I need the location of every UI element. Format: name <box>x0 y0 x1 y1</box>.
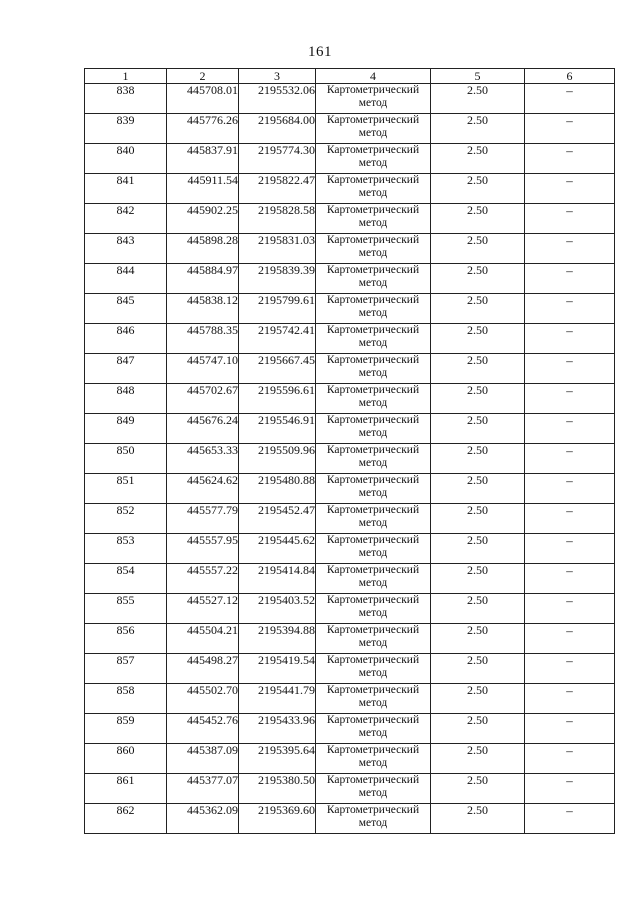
y-coordinate-cell: 2195509.96 <box>239 444 316 474</box>
accuracy-cell: 2.50 <box>431 684 525 714</box>
point-number-cell: 855 <box>85 594 167 624</box>
x-coordinate-cell: 445837.91 <box>167 144 239 174</box>
accuracy-cell: 2.50 <box>431 444 525 474</box>
point-number-cell: 845 <box>85 294 167 324</box>
point-number-cell: 847 <box>85 354 167 384</box>
table-body <box>85 84 615 834</box>
table-row <box>85 114 615 144</box>
accuracy-cell: 2.50 <box>431 234 525 264</box>
table-row <box>85 534 615 564</box>
column-header: 5 <box>431 69 525 84</box>
y-coordinate-cell: 2195480.88 <box>239 474 316 504</box>
table-row <box>85 144 615 174</box>
note-cell: – <box>525 624 615 654</box>
y-coordinate-cell: 2195403.52 <box>239 594 316 624</box>
column-header: 6 <box>525 69 615 84</box>
note-cell: – <box>525 204 615 234</box>
method-cell: Картометрический метод <box>316 654 431 684</box>
accuracy-cell: 2.50 <box>431 84 525 114</box>
y-coordinate-cell: 2195742.41 <box>239 324 316 354</box>
x-coordinate-cell: 445653.33 <box>167 444 239 474</box>
y-coordinate-cell: 2195546.91 <box>239 414 316 444</box>
method-cell: Картометрический метод <box>316 114 431 144</box>
x-coordinate-cell: 445676.24 <box>167 414 239 444</box>
method-cell: Картометрический метод <box>316 204 431 234</box>
note-cell: – <box>525 294 615 324</box>
x-coordinate-cell: 445377.07 <box>167 774 239 804</box>
table-row <box>85 444 615 474</box>
x-coordinate-cell: 445498.27 <box>167 654 239 684</box>
note-cell: – <box>525 684 615 714</box>
note-cell: – <box>525 234 615 264</box>
y-coordinate-cell: 2195433.96 <box>239 714 316 744</box>
y-coordinate-cell: 2195532.06 <box>239 84 316 114</box>
page-number: 161 <box>308 44 332 60</box>
note-cell: – <box>525 594 615 624</box>
point-number-cell: 858 <box>85 684 167 714</box>
y-coordinate-cell: 2195414.84 <box>239 564 316 594</box>
method-cell: Картометрический метод <box>316 354 431 384</box>
method-cell: Картометрический метод <box>316 534 431 564</box>
x-coordinate-cell: 445362.09 <box>167 804 239 834</box>
table-row <box>85 504 615 534</box>
x-coordinate-cell: 445557.95 <box>167 534 239 564</box>
x-coordinate-cell: 445788.35 <box>167 324 239 354</box>
note-cell: – <box>525 714 615 744</box>
point-number-cell: 846 <box>85 324 167 354</box>
x-coordinate-cell: 445902.25 <box>167 204 239 234</box>
point-number-cell: 843 <box>85 234 167 264</box>
y-coordinate-cell: 2195441.79 <box>239 684 316 714</box>
y-coordinate-cell: 2195684.00 <box>239 114 316 144</box>
accuracy-cell: 2.50 <box>431 534 525 564</box>
x-coordinate-cell: 445702.67 <box>167 384 239 414</box>
accuracy-cell: 2.50 <box>431 294 525 324</box>
table-row <box>85 354 615 384</box>
y-coordinate-cell: 2195799.61 <box>239 294 316 324</box>
note-cell: – <box>525 534 615 564</box>
note-cell: – <box>525 744 615 774</box>
table-row <box>85 654 615 684</box>
method-cell: Картометрический метод <box>316 384 431 414</box>
table-row <box>85 414 615 444</box>
point-number-cell: 854 <box>85 564 167 594</box>
x-coordinate-cell: 445776.26 <box>167 114 239 144</box>
y-coordinate-cell: 2195596.61 <box>239 384 316 414</box>
point-number-cell: 856 <box>85 624 167 654</box>
table-header <box>85 69 615 84</box>
method-cell: Картометрический метод <box>316 594 431 624</box>
y-coordinate-cell: 2195445.62 <box>239 534 316 564</box>
point-number-cell: 848 <box>85 384 167 414</box>
table-row <box>85 264 615 294</box>
table-row <box>85 564 615 594</box>
accuracy-cell: 2.50 <box>431 204 525 234</box>
x-coordinate-cell: 445387.09 <box>167 744 239 774</box>
point-number-cell: 849 <box>85 414 167 444</box>
accuracy-cell: 2.50 <box>431 174 525 204</box>
point-number-cell: 859 <box>85 714 167 744</box>
point-number-cell: 842 <box>85 204 167 234</box>
point-number-cell: 862 <box>85 804 167 834</box>
method-cell: Картометрический метод <box>316 744 431 774</box>
method-cell: Картометрический метод <box>316 684 431 714</box>
accuracy-cell: 2.50 <box>431 564 525 594</box>
point-number-cell: 860 <box>85 744 167 774</box>
note-cell: – <box>525 774 615 804</box>
table-row <box>85 474 615 504</box>
x-coordinate-cell: 445557.22 <box>167 564 239 594</box>
table-row <box>85 384 615 414</box>
note-cell: – <box>525 354 615 384</box>
x-coordinate-cell: 445838.12 <box>167 294 239 324</box>
note-cell: – <box>525 474 615 504</box>
point-number-cell: 844 <box>85 264 167 294</box>
accuracy-cell: 2.50 <box>431 354 525 384</box>
accuracy-cell: 2.50 <box>431 264 525 294</box>
method-cell: Картометрический метод <box>316 624 431 654</box>
table-row <box>85 804 615 834</box>
note-cell: – <box>525 654 615 684</box>
accuracy-cell: 2.50 <box>431 324 525 354</box>
accuracy-cell: 2.50 <box>431 624 525 654</box>
note-cell: – <box>525 144 615 174</box>
accuracy-cell: 2.50 <box>431 474 525 504</box>
table-row <box>85 714 615 744</box>
method-cell: Картометрический метод <box>316 444 431 474</box>
method-cell: Картометрический метод <box>316 264 431 294</box>
note-cell: – <box>525 264 615 294</box>
point-number-cell: 851 <box>85 474 167 504</box>
point-number-cell: 841 <box>85 174 167 204</box>
y-coordinate-cell: 2195395.64 <box>239 744 316 774</box>
point-number-cell: 838 <box>85 84 167 114</box>
column-header: 3 <box>239 69 316 84</box>
accuracy-cell: 2.50 <box>431 114 525 144</box>
y-coordinate-cell: 2195828.58 <box>239 204 316 234</box>
accuracy-cell: 2.50 <box>431 384 525 414</box>
note-cell: – <box>525 504 615 534</box>
method-cell: Картометрический метод <box>316 414 431 444</box>
x-coordinate-cell: 445527.12 <box>167 594 239 624</box>
table-row <box>85 84 615 114</box>
y-coordinate-cell: 2195369.60 <box>239 804 316 834</box>
x-coordinate-cell: 445708.01 <box>167 84 239 114</box>
x-coordinate-cell: 445577.79 <box>167 504 239 534</box>
y-coordinate-cell: 2195667.45 <box>239 354 316 384</box>
table-row <box>85 744 615 774</box>
accuracy-cell: 2.50 <box>431 144 525 174</box>
table-row <box>85 594 615 624</box>
x-coordinate-cell: 445624.62 <box>167 474 239 504</box>
accuracy-cell: 2.50 <box>431 654 525 684</box>
y-coordinate-cell: 2195774.30 <box>239 144 316 174</box>
method-cell: Картометрический метод <box>316 714 431 744</box>
method-cell: Картометрический метод <box>316 234 431 264</box>
table-row <box>85 774 615 804</box>
x-coordinate-cell: 445898.28 <box>167 234 239 264</box>
point-number-cell: 857 <box>85 654 167 684</box>
method-cell: Картометрический метод <box>316 174 431 204</box>
x-coordinate-cell: 445911.54 <box>167 174 239 204</box>
method-cell: Картометрический метод <box>316 564 431 594</box>
accuracy-cell: 2.50 <box>431 594 525 624</box>
accuracy-cell: 2.50 <box>431 714 525 744</box>
method-cell: Картометрический метод <box>316 804 431 834</box>
note-cell: – <box>525 324 615 354</box>
y-coordinate-cell: 2195394.88 <box>239 624 316 654</box>
y-coordinate-cell: 2195380.50 <box>239 774 316 804</box>
point-number-cell: 839 <box>85 114 167 144</box>
x-coordinate-cell: 445504.21 <box>167 624 239 654</box>
note-cell: – <box>525 414 615 444</box>
column-header: 4 <box>316 69 431 84</box>
x-coordinate-cell: 445747.10 <box>167 354 239 384</box>
note-cell: – <box>525 174 615 204</box>
method-cell: Картометрический метод <box>316 84 431 114</box>
y-coordinate-cell: 2195452.47 <box>239 504 316 534</box>
table-row <box>85 294 615 324</box>
table-row <box>85 324 615 354</box>
x-coordinate-cell: 445452.76 <box>167 714 239 744</box>
y-coordinate-cell: 2195822.47 <box>239 174 316 204</box>
column-header: 2 <box>167 69 239 84</box>
header-row <box>85 69 615 84</box>
x-coordinate-cell: 445502.70 <box>167 684 239 714</box>
method-cell: Картометрический метод <box>316 774 431 804</box>
y-coordinate-cell: 2195839.39 <box>239 264 316 294</box>
point-number-cell: 850 <box>85 444 167 474</box>
accuracy-cell: 2.50 <box>431 744 525 774</box>
table-row <box>85 174 615 204</box>
y-coordinate-cell: 2195419.54 <box>239 654 316 684</box>
point-number-cell: 840 <box>85 144 167 174</box>
accuracy-cell: 2.50 <box>431 504 525 534</box>
note-cell: – <box>525 114 615 144</box>
note-cell: – <box>525 564 615 594</box>
point-number-cell: 861 <box>85 774 167 804</box>
y-coordinate-cell: 2195831.03 <box>239 234 316 264</box>
accuracy-cell: 2.50 <box>431 414 525 444</box>
note-cell: – <box>525 384 615 414</box>
table-row <box>85 234 615 264</box>
method-cell: Картометрический метод <box>316 324 431 354</box>
x-coordinate-cell: 445884.97 <box>167 264 239 294</box>
method-cell: Картометрический метод <box>316 504 431 534</box>
point-number-cell: 852 <box>85 504 167 534</box>
table-row <box>85 684 615 714</box>
point-number-cell: 853 <box>85 534 167 564</box>
note-cell: – <box>525 444 615 474</box>
note-cell: – <box>525 804 615 834</box>
coordinates-table <box>84 68 615 834</box>
method-cell: Картометрический метод <box>316 144 431 174</box>
note-cell: – <box>525 84 615 114</box>
method-cell: Картометрический метод <box>316 294 431 324</box>
table-row <box>85 204 615 234</box>
method-cell: Картометрический метод <box>316 474 431 504</box>
table-row <box>85 624 615 654</box>
accuracy-cell: 2.50 <box>431 774 525 804</box>
column-header: 1 <box>85 69 167 84</box>
accuracy-cell: 2.50 <box>431 804 525 834</box>
